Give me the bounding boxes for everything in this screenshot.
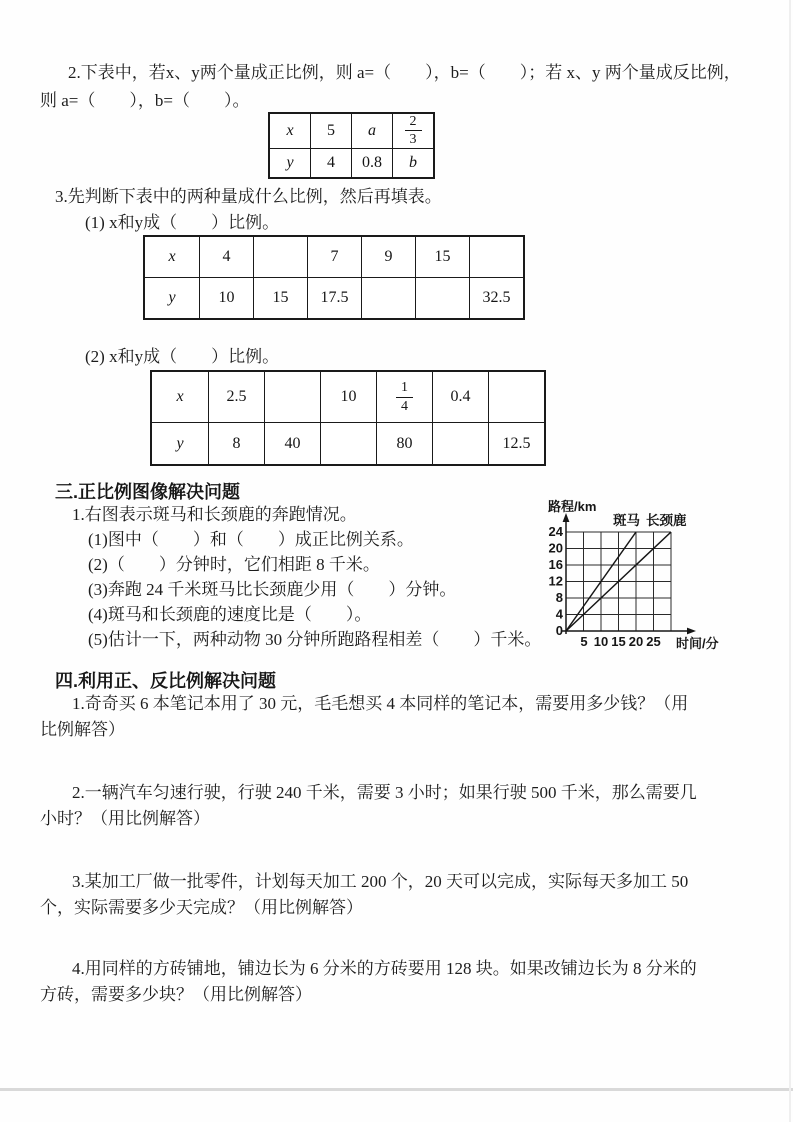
cell-x-blank	[470, 236, 525, 278]
cell-x-value: 2.5	[209, 371, 265, 423]
section-4-q3-line-2: 个，实际需要多少天完成？（用比例解答）	[40, 898, 363, 917]
section-4-q2-line-2: 小时？（用比例解答）	[40, 809, 210, 828]
x-axis-arrow-icon	[687, 628, 696, 635]
page-break-divider	[0, 1088, 793, 1091]
cell-x-blank	[254, 236, 308, 278]
cell-y-value: 0.8	[352, 148, 393, 178]
section-4-q1-line-2: 比例解答）	[40, 720, 125, 739]
cell-y-value: 12.5	[489, 423, 546, 466]
proportion-table-q2	[268, 112, 435, 179]
section-3-item-1: (1)图中（ ）和（ ）成正比例关系。	[88, 530, 414, 549]
cell-x-value: 7	[308, 236, 362, 278]
cell-y-value: 80	[377, 423, 433, 466]
section-4-q4-line-1: 4.用同样的方砖铺地，铺边长为 6 分米的方砖要用 128 块。如果改铺边长为 8 分米的	[72, 959, 697, 978]
fraction-numerator: 1	[396, 380, 413, 397]
fill-in-table-part1	[143, 235, 525, 320]
cell-x-blank	[265, 371, 321, 423]
svg-text:10: 10	[593, 634, 609, 649]
cell-x-value-a: a	[352, 113, 393, 148]
cell-x-fraction	[377, 371, 433, 423]
section-3-item-5: (5)估计一下，两种动物 30 分钟所跑路程相差（ ）千米。	[88, 630, 542, 649]
y-axis-arrow-icon	[563, 513, 570, 522]
cell-y-value: 15	[254, 278, 308, 320]
cell-y-blank	[362, 278, 416, 320]
section-4-q4-line-2: 方砖，需要多少块？（用比例解答）	[40, 985, 312, 1004]
fraction-denominator: 3	[409, 132, 417, 148]
section-4-title: 四.利用正、反比例解决问题	[55, 671, 276, 691]
svg-text:24: 24	[548, 524, 563, 539]
table-row-y	[151, 423, 545, 466]
svg-text:20: 20	[548, 540, 563, 556]
y-tick-labels	[549, 524, 564, 638]
scan-edge-line	[789, 0, 791, 1122]
cell-y-blank	[433, 423, 489, 466]
fraction-denominator: 4	[401, 398, 408, 414]
x-tick-labels	[580, 634, 660, 649]
section-3-item-2: (2)（ ）分钟时，它们相距 8 千米。	[88, 555, 380, 574]
section-3-item-4: (4)斑马和长颈鹿的速度比是（ ）。	[88, 605, 372, 624]
section-3-title: 三.正比例图像解决问题	[55, 482, 240, 502]
cell-x-value: 4	[200, 236, 254, 278]
cell-x-header: x	[151, 371, 209, 423]
legend-zebra: 斑马	[613, 513, 640, 528]
cell-x-value: 10	[321, 371, 377, 423]
y-axis-label: 路程/km	[548, 499, 597, 514]
question-3-part1-label: (1) x和y成（ ）比例。	[85, 213, 280, 232]
table-row-y	[144, 278, 524, 320]
svg-text:20: 20	[628, 634, 644, 649]
cell-y-value: 8	[209, 423, 265, 466]
cell-x-header: x	[144, 236, 200, 278]
question-2-line-1: 2.下表中，若x、y两个量成正比例，则 a=（ ），b=（ ）；若 x、y 两个量成反比例，	[68, 63, 741, 82]
chart-svg	[543, 496, 773, 660]
fraction-one-quarter	[396, 380, 413, 414]
cell-y-blank	[321, 423, 377, 466]
section-4-q2-line-1: 2.一辆汽车匀速行驶，行驶 240 千米，需要 3 小时；如果行驶 500 千米，那么需要几	[72, 783, 697, 802]
question-3-intro: 3.先判断下表中的两种量成什么比例，然后再填表。	[55, 187, 442, 206]
cell-y-value-b: b	[393, 148, 435, 178]
fill-in-table-part2	[150, 370, 546, 466]
svg-text:15: 15	[611, 634, 626, 649]
svg-text:4: 4	[555, 606, 563, 622]
cell-y-header: y	[144, 278, 200, 320]
cell-x-blank	[489, 371, 546, 423]
cell-y-blank	[416, 278, 470, 320]
section-4-q1-line-1: 1.奇奇买 6 本笔记本用了 30 元，毛毛想买 4 本同样的笔记本，需要用多少钱？（用	[72, 694, 689, 713]
svg-text:25: 25	[646, 634, 661, 649]
question-3-part2-label: (2) x和y成（ ）比例。	[85, 347, 280, 366]
cell-y-value: 32.5	[470, 278, 525, 320]
cell-x-header: x	[269, 113, 311, 148]
fraction-numerator: 2	[405, 114, 422, 131]
cell-y-value: 10	[200, 278, 254, 320]
svg-text:5: 5	[580, 634, 588, 649]
svg-text:12: 12	[548, 573, 563, 589]
cell-y-header: y	[151, 423, 209, 466]
table-row-y	[269, 148, 434, 178]
cell-x-value: 15	[416, 236, 470, 278]
cell-y-value: 4	[311, 148, 352, 178]
cell-x-value: 5	[311, 113, 352, 148]
table-row-x	[151, 371, 545, 423]
section-3-question-1: 1.右图表示斑马和长颈鹿的奔跑情况。	[72, 505, 357, 524]
svg-text:16: 16	[548, 557, 563, 572]
legend-giraffe: 长颈鹿	[646, 513, 687, 528]
cell-y-header: y	[269, 148, 311, 178]
distance-time-chart	[543, 496, 773, 660]
cell-x-value: 0.4	[433, 371, 489, 423]
section-4-q3-line-1: 3.某加工厂做一批零件，计划每天加工 200 个，20 天可以完成，实际每天多加工 50	[72, 872, 689, 891]
svg-text:0: 0	[555, 623, 563, 638]
svg-text:8: 8	[555, 590, 563, 605]
fraction-two-thirds	[405, 114, 422, 148]
x-axis-label: 时间/分	[676, 636, 719, 651]
table-row-x	[144, 236, 524, 278]
section-3-item-3: (3)奔跑 24 千米斑马比长颈鹿少用（ ）分钟。	[88, 580, 457, 599]
cell-y-value: 40	[265, 423, 321, 466]
cell-y-value: 17.5	[308, 278, 362, 320]
question-2-line-2: 则 a=（ ），b=（ ）。	[40, 91, 250, 110]
cell-x-value: 9	[362, 236, 416, 278]
table-row-x	[269, 113, 434, 148]
cell-x-fraction	[393, 113, 435, 148]
